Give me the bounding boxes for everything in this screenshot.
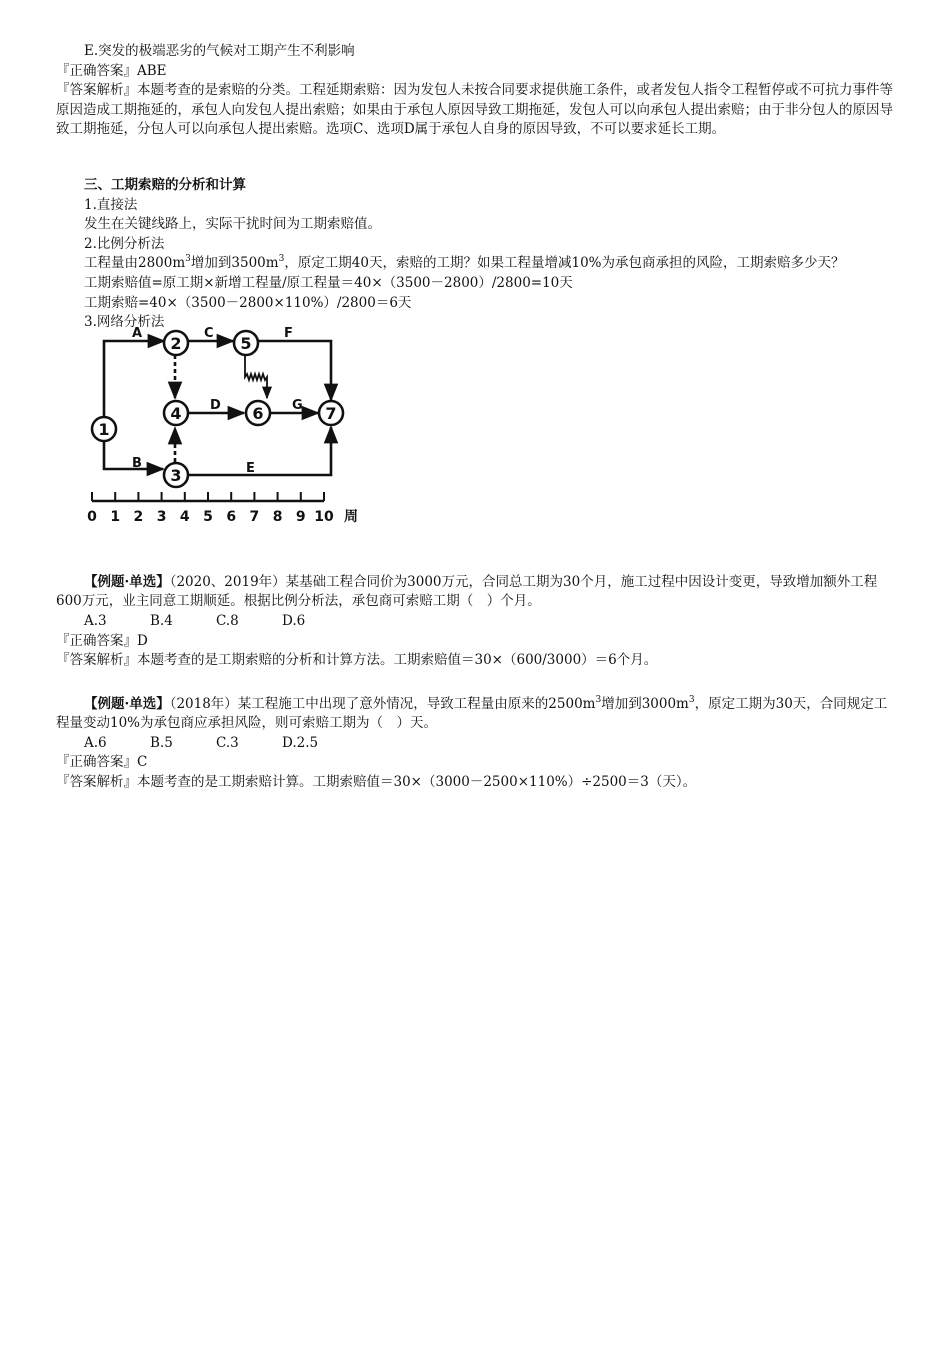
example2-answer: 『正确答案』C xyxy=(56,754,148,771)
node-5 xyxy=(234,331,258,355)
page-content xyxy=(56,42,898,793)
method2-calc2: 工期索赔=40×（3500－2800×110%）/2800＝6天 xyxy=(84,294,412,311)
axis-tick-label: 0 xyxy=(87,508,97,525)
svg-text:2: 2 xyxy=(170,333,182,353)
answer-label: 『正确答案』ABE xyxy=(56,62,167,79)
example1-option-d: D.6 xyxy=(282,612,306,629)
time-axis xyxy=(87,492,358,525)
example1-answer: 『正确答案』D xyxy=(56,632,148,649)
activity-label-d: D xyxy=(210,397,221,413)
activity-label-b: B xyxy=(132,455,142,471)
method1-title: 1.直接法 xyxy=(84,196,138,213)
method2-question: 工程量由$2800m^3$增加到$3500m^3$，原定工期40天，索赔的工期？如果工程量增减10%为承包商承担的风险，工期索赔多少天？ xyxy=(84,254,845,272)
example1-analysis: 『答案解析』本题考查的是工期索赔的分析和计算方法。工期索赔值＝30×（600/3000）＝6个月。 xyxy=(56,652,658,669)
node-2 xyxy=(164,331,188,355)
example2-option-d: D.2.5 xyxy=(282,734,319,751)
example2-option-c: C.3 xyxy=(216,734,239,751)
arrow-a xyxy=(104,341,164,417)
arrow-e xyxy=(188,427,331,475)
example1-option-c: C.8 xyxy=(216,612,239,629)
example2-option-b: B.5 xyxy=(150,734,173,751)
axis-tick-label: 3 xyxy=(156,508,167,525)
example2-options xyxy=(56,734,898,754)
example2-stem: 【例题·单选】（2018年）某工程施工中出现了意外情况，导致工程量由原来的$2500m^3$增加到$3000m^3$，原定工期为30天，合同规定工程量变动10%为承包商应承担风险，则可索赔工期为（ ）天。 xyxy=(56,694,888,732)
node-3 xyxy=(164,463,188,487)
section-title: 三、工期索赔的分析和计算 xyxy=(84,176,246,193)
answer-analysis: 『答案解析』本题考查的是索赔的分类。工程延期索赔：因为发包人未按合同要求提供施工条件，或者发包人指令工程暂停或不可抗力事件等原因造成工期拖延的，承包人向发包人提出索赔；如果由于承包人原因导致工期拖延，发包人可以向承包人提出索赔；由于非分包人的原因导致工期拖延，分包人可以向承包人提出索赔。选项C、选项D属于承包人自身的原因导致，不可以要求延长工期。 xyxy=(56,82,893,138)
node-4 xyxy=(164,401,188,425)
axis-tick-label: 2 xyxy=(133,508,144,525)
node-6 xyxy=(246,401,270,425)
axis-unit-label: 周 xyxy=(344,508,358,525)
axis-tick-label: 7 xyxy=(249,508,260,525)
svg-text:5: 5 xyxy=(240,333,252,353)
method3-title: 3.网络分析法 xyxy=(84,314,165,331)
node-7 xyxy=(319,401,343,425)
method2-calc1: 工期索赔值=原工期×新增工程量/原工程量＝40×（3500－2800）/2800=10天 xyxy=(84,274,573,291)
example1-stem: 【例题·单选】（2020、2019年）某基础工程合同价为3000万元，合同总工期为30个月，施工过程中因设计变更，导致增加额外工程600万元，业主同意工期顺延。根据比例分析法，承包商可索赔工期（ ）个月。 xyxy=(56,573,878,610)
method2-title: 2.比例分析法 xyxy=(84,235,165,252)
axis-tick-label: 1 xyxy=(110,508,121,525)
activity-label-e: E xyxy=(246,460,255,476)
svg-text:1: 1 xyxy=(98,419,110,439)
svg-text:4: 4 xyxy=(170,403,182,423)
activity-label-a: A xyxy=(132,325,143,341)
option-e: E.突发的极端恶劣的气候对工期产生不利影响 xyxy=(84,43,355,59)
method1-text: 发生在关键线路上，实际干扰时间为工期索赔值。 xyxy=(84,216,381,233)
axis-tick-label: 8 xyxy=(272,508,283,525)
axis-tick-label: 10 xyxy=(314,508,334,525)
example1-option-b: B.4 xyxy=(150,612,173,629)
activity-label-g: G xyxy=(292,397,303,413)
node-1 xyxy=(92,417,116,441)
svg-text:3: 3 xyxy=(170,465,182,485)
axis-tick-label: 4 xyxy=(179,508,190,525)
wavy-5-6 xyxy=(245,355,267,380)
example1-options xyxy=(56,612,898,632)
axis-tick-label: 9 xyxy=(295,508,306,525)
network-diagram xyxy=(86,325,898,549)
svg-text:6: 6 xyxy=(252,403,264,423)
arrow-f xyxy=(258,341,331,400)
axis-tick-label: 5 xyxy=(203,508,213,525)
example2-analysis: 『答案解析』本题考查的是工期索赔计算。工期索赔值＝30×（3000－2500×110%）÷2500＝3（天）。 xyxy=(56,774,697,791)
example1-option-a: A.3 xyxy=(84,612,107,629)
axis-tick-label: 6 xyxy=(226,508,237,525)
activity-label-f: F xyxy=(284,325,293,341)
svg-text:7: 7 xyxy=(325,403,337,423)
example2-option-a: A.6 xyxy=(84,734,107,751)
activity-label-c: C xyxy=(204,325,214,341)
network-svg xyxy=(86,325,386,549)
